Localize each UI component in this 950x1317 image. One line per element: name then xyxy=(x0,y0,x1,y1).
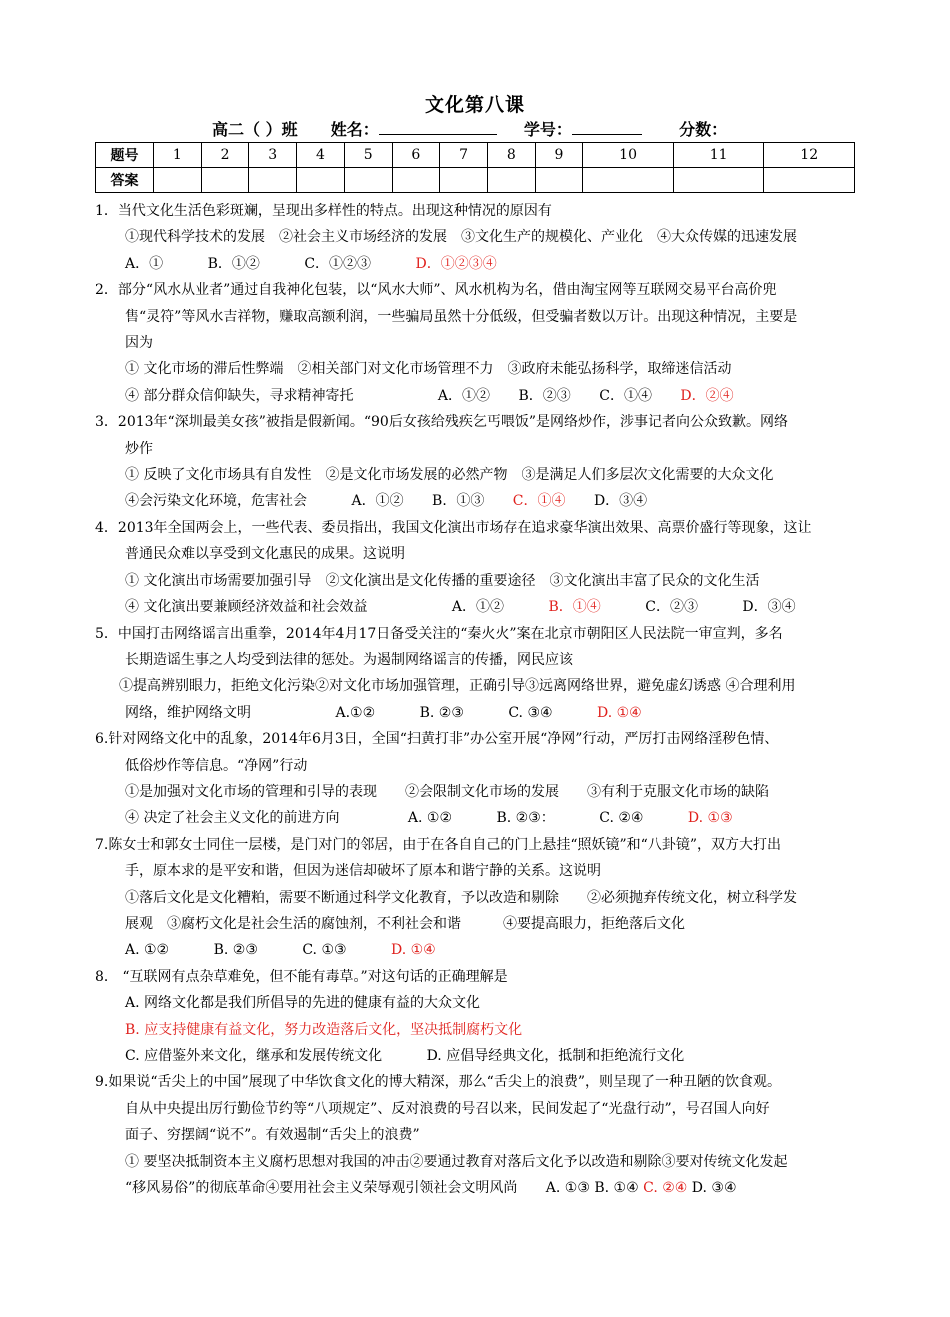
option-d: D．③④ xyxy=(742,599,796,616)
option-b: B. ②③： xyxy=(496,810,555,827)
answer-table-answer-row xyxy=(96,168,855,193)
answer-cell[interactable] xyxy=(344,168,392,193)
answer-cell[interactable] xyxy=(297,168,345,193)
question-4 xyxy=(95,515,870,621)
option-d-correct: D. ①④ xyxy=(391,942,436,959)
option-d-correct: D．①②③④ xyxy=(415,255,497,272)
question-stem: 9.如果说“舌尖上的中国”展现了中华饮食文化的博大精深，那么“舌尖上的浪费”，则呈现了一种丑陋的饮食观。 xyxy=(95,1074,781,1091)
page-title: 文化第八课 xyxy=(424,94,525,116)
question-items: ① 文化演出市场需要加强引导 ②文化演出是文化传播的重要途径 ③文化演出丰富了民众的文化生活 xyxy=(125,572,760,589)
question-items-with-options xyxy=(95,805,870,831)
option-a: A．①② xyxy=(437,387,491,404)
score-label: 分数： xyxy=(679,120,728,139)
question-8 xyxy=(95,964,870,1070)
option-a: A. 网络文化都是我们所倡导的先进的健康有益的大众文化 xyxy=(125,995,481,1012)
question-1 xyxy=(95,198,870,277)
answer-cell[interactable] xyxy=(535,168,583,193)
option-c: C. ②④ xyxy=(599,810,644,827)
question-stem-cont: 普通民众难以享受到文化惠民的成果。这说明 xyxy=(125,546,405,563)
id-blank[interactable] xyxy=(572,120,642,135)
question-items-with-options xyxy=(95,700,870,726)
option-c: C. ③④ xyxy=(508,704,553,721)
option-a: A．① xyxy=(125,255,164,272)
number-cell: 7 xyxy=(440,143,488,168)
option-d: D．③④ xyxy=(593,493,648,510)
question-stem: 8． “互联网有点杂草难免，但不能有毒草。”对这句话的正确理解是 xyxy=(95,968,508,985)
question-stem: 2．部分“风水从业者”通过自我神化包装，以“风水大师”、风水机构为名，借由淘宝网等互联网交易平台高价兜 xyxy=(95,282,777,299)
question-items-with-options xyxy=(95,1175,870,1201)
option-d-correct: D. ①④ xyxy=(597,704,642,721)
answer-cell[interactable] xyxy=(673,168,764,193)
question-stem-cont: 售“灵符”等风水吉祥物，赚取高额利润，一些骗局虽然十分低级，但受骗者数以万计。出现这种情况，主要是 xyxy=(125,308,798,325)
question-5 xyxy=(95,621,870,727)
question-stem-cont: 因为 xyxy=(125,335,153,352)
question-items-with-options xyxy=(95,488,870,514)
answer-cell[interactable] xyxy=(583,168,674,193)
option-a: A．①② xyxy=(451,599,505,616)
answer-cell[interactable] xyxy=(440,168,488,193)
option-b: B．②③ xyxy=(518,387,571,404)
number-cell: 11 xyxy=(673,143,764,168)
answer-options xyxy=(95,251,870,277)
option-d: D. 应倡导经典文化，抵制和拒绝流行文化 xyxy=(426,1048,685,1064)
answer-cell[interactable] xyxy=(764,168,855,193)
number-cell: 4 xyxy=(297,143,345,168)
option-a: A.①② xyxy=(335,704,376,721)
question-items: ④ 部分群众信仰缺失，寻求精神寄托 xyxy=(125,387,354,404)
number-cell: 2 xyxy=(201,143,249,168)
question-3 xyxy=(95,409,870,515)
question-6 xyxy=(95,726,870,832)
question-stem: 4．2013年全国两会上，一些代表、委员指出，我国文化演出市场存在追求豪华演出效果、高票价盛行等现象，这让 xyxy=(95,519,812,536)
question-stem-cont: 长期造谣生事之人均受到法律的惩处。为遏制网络谣言的传播，网民应该 xyxy=(125,651,573,668)
answer-table-number-row xyxy=(96,143,855,168)
question-items: “移风易俗”的彻底革命④要用社会主义荣辱观引领社会文明风尚 xyxy=(125,1180,518,1197)
option-a: A．①② xyxy=(351,493,404,510)
option-d: D. ③④ xyxy=(691,1180,737,1197)
question-9 xyxy=(95,1069,870,1201)
question-items: ④会污染文化环境，危害社会 xyxy=(125,493,307,510)
option-b: B. ②③ xyxy=(419,704,464,721)
question-items: ①提高辨别眼力，拒绝文化污染②对文化市场加强管理，正确引导③远离网络世界，避免虚幻诱惑 ④合理利用 xyxy=(119,678,796,695)
question-7 xyxy=(95,832,870,964)
question-2 xyxy=(95,277,870,409)
question-stem: 6.针对网络文化中的乱象，2014年6月3日，全国“扫黄打非”办公室开展“净网”行动，严厉打击网络淫秽色情、 xyxy=(95,731,779,748)
number-cell: 5 xyxy=(344,143,392,168)
number-cell: 10 xyxy=(583,143,674,168)
option-b: B. ①④ xyxy=(594,1180,639,1197)
question-items: ①落后文化是文化糟粕，需要不断通过科学文化教育，予以改造和剔除 ②必须抛弃传统文化，树立科学发 xyxy=(125,889,797,906)
question-stem: 1．当代文化生活色彩斑斓，呈现出多样性的特点。出现这种情况的原因有 xyxy=(95,203,552,219)
option-b-correct: B. 应支持健康有益文化，努力改造落后文化，坚决抵制腐朽文化 xyxy=(125,1021,523,1038)
number-cell: 1 xyxy=(154,143,202,168)
answer-options xyxy=(95,1043,870,1069)
answer-cell[interactable] xyxy=(487,168,535,193)
question-list xyxy=(95,198,870,1201)
question-stem: 7.陈女士和郭女士同住一层楼，是门对门的邻居，由于在各自自己的门上悬挂“照妖镜”和“八卦镜”，双方大打出 xyxy=(95,836,781,853)
question-items: ④ 决定了社会主义文化的前进方向 xyxy=(125,810,340,827)
question-items: ① 文化市场的滞后性弊端 ②相关部门对文化市场管理不力 ③政府未能弘扬科学，取缔迷信活动 xyxy=(125,361,732,378)
option-d-correct: D．②④ xyxy=(680,387,734,404)
name-label: 姓名： xyxy=(330,120,379,139)
option-c: C．①②③ xyxy=(304,255,372,272)
option-b: B．①③ xyxy=(432,493,485,510)
question-stem: 5．中国打击网络谣言出重拳，2014年4月17日备受关注的“秦火火”案在北京市朝阳区人民法院一审宣判，多名 xyxy=(95,625,783,642)
answer-cell[interactable] xyxy=(154,168,202,193)
answer-cell[interactable] xyxy=(392,168,440,193)
number-cell: 8 xyxy=(487,143,535,168)
question-stem-cont: 面子、穷摆阔“说不”。有效遏制“舌尖上的浪费” xyxy=(125,1127,420,1144)
answer-header-cell: 答案 xyxy=(96,168,154,193)
question-stem: 3．2013年“深圳最美女孩”被指是假新闻。“90后女孩给残疾乞丐喂饭”是网络炒作，涉事记者向公众致歉。网络 xyxy=(95,414,788,431)
option-d-correct: D. ①③ xyxy=(687,810,733,827)
number-header-cell: 题号 xyxy=(96,143,154,168)
student-info-line xyxy=(212,117,727,140)
number-cell: 6 xyxy=(392,143,440,168)
question-items-with-options xyxy=(95,594,870,620)
option-c: C. 应借鉴外来文化，继承和发展传统文化 xyxy=(125,1048,383,1064)
number-cell: 3 xyxy=(249,143,297,168)
name-blank[interactable] xyxy=(379,120,497,135)
question-stem-cont: 低俗炒作等信息。“净网”行动 xyxy=(125,757,308,774)
option-a: A. ①② xyxy=(407,810,453,827)
class-label: 高二（ ）班 xyxy=(212,120,298,139)
question-items: ①是加强对文化市场的管理和引导的表现 ②会限制文化市场的发展 ③有利于克服文化市场的缺陷 xyxy=(125,783,769,800)
question-items: ① 要坚决抵制资本主义腐朽思想对我国的冲击②要通过教育对落后文化予以改造和剔除③要对传统文化发起 xyxy=(125,1153,788,1170)
question-stem-cont: 手，原本求的是平安和谐，但因为迷信却破坏了原本和谐宁静的关系。这说明 xyxy=(125,863,601,880)
question-items: ① 反映了文化市场具有自发性 ②是文化市场发展的必然产物 ③是满足人们多层次文化需要的大众文化 xyxy=(125,467,774,484)
number-cell: 9 xyxy=(535,143,583,168)
question-stem-cont: 炒作 xyxy=(125,440,153,457)
answer-options xyxy=(95,937,870,963)
option-a: A. ①② xyxy=(125,942,170,959)
answer-table xyxy=(95,142,855,193)
option-c-correct: C. ②④ xyxy=(643,1180,688,1197)
option-c: C. ①③ xyxy=(302,942,347,959)
option-c: C．②③ xyxy=(645,599,698,616)
answer-cell[interactable] xyxy=(249,168,297,193)
option-c-correct: C．①④ xyxy=(512,493,566,510)
question-items: 网络，维护网络文明 xyxy=(125,704,251,721)
question-stem-cont: 自从中央提出厉行勤俭节约等“八项规定”、反对浪费的号召以来，民间发起了“光盘行动”，号召国人向好 xyxy=(125,1100,770,1117)
question-items: ①现代科学技术的发展 ②社会主义市场经济的发展 ③文化生产的规模化、产业化 ④大众传媒的迅速发展 xyxy=(125,229,797,246)
option-b: B．①② xyxy=(207,255,260,272)
number-cell: 12 xyxy=(764,143,855,168)
option-b: B. ②③ xyxy=(213,942,258,959)
question-items: 展观 ③腐朽文化是社会生活的腐蚀剂，不利社会和谐 ④要提高眼力，拒绝落后文化 xyxy=(125,915,685,932)
question-items-with-options xyxy=(95,383,870,409)
question-items: ④ 文化演出要兼顾经济效益和社会效益 xyxy=(125,599,368,616)
option-b-correct: B．①④ xyxy=(548,599,601,616)
option-c: C．①④ xyxy=(599,387,652,404)
option-a: A. ①③ xyxy=(545,1180,590,1197)
answer-cell[interactable] xyxy=(201,168,249,193)
id-label: 学号： xyxy=(523,120,572,139)
